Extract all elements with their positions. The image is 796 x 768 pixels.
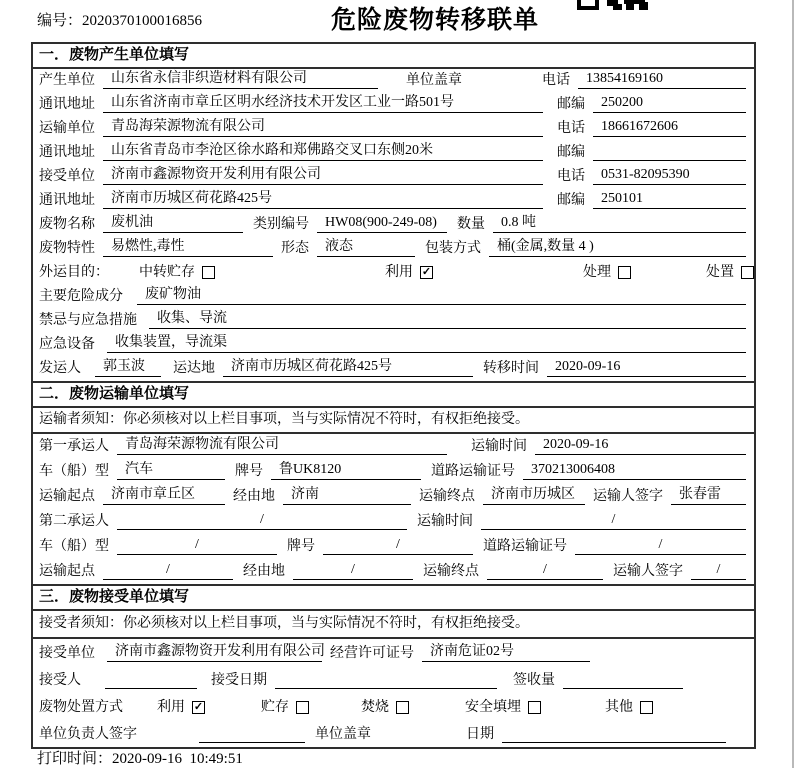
second-carrier-label: 第二承运人 [39,514,109,529]
form-row [33,237,754,261]
destination-value: 济南市历城区荷花路425号 [223,358,473,377]
checkbox-treat-group [583,264,631,281]
plate-label: 牌号 [235,464,263,479]
postcode-label: 邮编 [557,97,585,112]
qr-block [639,2,648,10]
form-row [33,357,754,381]
second-plate-value: / [323,536,473,555]
checkbox-other-label: 其他 [605,700,633,715]
checkbox-transit-storage-group [139,264,215,281]
unit-seal-label: 单位盖章 [406,73,462,88]
emergency-equipment-value: 收集装置，导流渠 [107,334,746,353]
checkbox-utilize-group [385,264,433,281]
transporter-sign-label: 运输人签字 [613,564,683,579]
vehicle-type-value: 汽车 [117,461,225,480]
form-label: 形态 [281,241,309,256]
category-code-label: 类别编号 [253,217,309,232]
origin-value: 济南市章丘区 [103,486,225,505]
hazard-component-label: 主要危险成分 [39,289,123,304]
checkbox-landfill-label: 安全填埋 [465,700,521,715]
checkbox-utilize: ✓ [193,701,204,713]
second-terminus-value: / [487,561,603,580]
via-label: 经由地 [243,564,285,579]
receiver-person-label: 接受人 [39,673,81,688]
transporter-sign-value: 张春雷 [671,486,746,505]
form-row [33,117,754,141]
form-row [33,434,754,459]
form-row [33,459,754,484]
origin-label: 运输起点 [39,564,95,579]
address-label: 通讯地址 [39,97,95,112]
form-row [33,93,754,117]
form-row [33,69,754,93]
form-row [33,666,754,693]
notice-text: 运输者须知：你必须核对以上栏目事项，当与实际情况不符时，有权拒绝接受。 [39,411,529,427]
waste-name-value: 废机油 [103,214,243,233]
address-label: 通讯地址 [39,193,95,208]
qr-block [577,0,599,10]
receive-date-value [275,687,497,689]
print-time-value: 2020-09-16 10:49:51 [112,751,243,767]
via-value: 济南 [283,486,411,505]
checkbox-transit-storage [202,266,215,279]
transfer-time-value: 2020-09-16 [547,358,746,377]
origin-label: 运输起点 [39,489,95,504]
form-row [33,559,754,584]
receiver-unit-label: 接受单位 [39,169,95,184]
responsible-sign-value [199,741,305,743]
second-origin-value: / [103,561,233,580]
checkbox-incinerate [396,701,409,714]
second-transporter-sign-value: / [691,561,746,580]
second-vehicle-type-value: / [117,536,277,555]
transporter-address-value: 山东省青岛市李沧区徐水路和郑佛路交叉口东侧20米 [103,142,543,161]
qr-code-fragment [577,0,650,10]
form-row [33,509,754,534]
terminus-label: 运输终点 [423,564,479,579]
first-carrier-value: 青岛海荣源物流有限公司 [117,436,447,455]
checkbox-storage [296,701,309,714]
section-2-header: 二．废物运输单位填写 [33,381,754,408]
form-row [33,189,754,213]
receiver-person-value [105,687,197,689]
checkbox-utilize-label: 利用 [385,265,413,280]
checkbox-dispose-label: 处置 [706,265,734,280]
second-carrier-value: / [117,511,407,530]
producer-phone-value: 13854169160 [578,70,746,89]
vehicle-type-label: 车（船）型 [39,464,109,479]
checkbox-transit-storage-label: 中转贮存 [139,265,195,280]
outbound-purpose-label: 外运目的： [39,265,109,280]
form-row [33,213,754,237]
packaging-label: 包装方式 [425,241,481,256]
doc-number-value: 2020370100016856 [82,13,203,29]
producer-postcode-value: 250200 [593,94,746,113]
transporter-sign-label: 运输人签字 [593,489,663,504]
producer-unit-value: 山东省永信非织造材料有限公司 [103,70,378,89]
road-permit-value: 370213006408 [523,461,746,480]
form-table [31,42,756,749]
emergency-measures-value: 收集、导流 [149,310,746,329]
waste-property-label: 废物特性 [39,241,95,256]
form-row [33,484,754,509]
transport-time-value: 2020-09-16 [535,436,746,455]
print-time-label: 打印时间： [37,751,113,767]
form-row [33,309,754,333]
notice-row [33,408,754,434]
page-edge-line [792,0,794,768]
plate-label: 牌号 [287,539,315,554]
section-1-header: 一．废物产生单位填写 [33,44,754,69]
packaging-value: 桶(金属,数量 4 ) [489,238,746,257]
checkbox-dispose [741,266,754,279]
license-value: 济南危证02号 [422,643,590,662]
form-row [33,693,754,720]
checkbox-landfill-group [465,699,541,716]
receiver-address-value: 济南市历城区荷花路425号 [103,190,543,209]
qr-block [626,4,634,10]
terminus-label: 运输终点 [419,489,475,504]
checkbox-storage-label: 贮存 [261,700,289,715]
quantity-label: 数量 [457,217,485,232]
transporter-unit-label: 运输单位 [39,121,95,136]
waste-name-label: 废物名称 [39,217,95,232]
checkbox-utilize-label: 利用 [157,700,185,715]
via-label: 经由地 [233,489,275,504]
form-row [33,639,754,666]
transport-time-label: 运输时间 [471,439,527,454]
phone-label: 电话 [557,121,585,136]
hazard-component-value: 废矿物油 [137,286,746,305]
checkbox-incinerate-group [361,699,409,716]
emergency-equipment-label: 应急设备 [39,337,95,352]
checkbox-incinerate-label: 焚烧 [361,700,389,715]
receiver-unit-label: 接受单位 [39,646,95,661]
print-time [37,747,243,768]
transporter-phone-value: 18661672606 [593,118,746,137]
first-carrier-label: 第一承运人 [39,439,109,454]
road-permit-label: 道路运输证号 [431,464,515,479]
doc-number-label: 编号： [37,13,83,29]
vehicle-type-label: 车（船）型 [39,539,109,554]
checkbox-other [640,701,653,714]
form-value: 液态 [317,238,415,257]
page-title: 危险废物转移联单 [331,7,540,34]
date-label: 日期 [466,727,494,742]
receiver-postcode-value: 250101 [593,190,746,209]
form-row [33,141,754,165]
section-3-header: 三．废物接受单位填写 [33,584,754,611]
date-value [502,741,726,743]
checkbox-landfill [528,701,541,714]
emergency-measures-label: 禁忌与应急措施 [39,313,137,328]
checkbox-utilize-group [157,699,205,716]
terminus-value: 济南市历城区 [483,486,585,505]
receiver-unit-value: 济南市鑫源物资开发利用有限公司 [103,166,543,185]
qr-block [613,4,622,10]
receive-date-label: 接受日期 [211,673,267,688]
phone-label: 电话 [557,169,585,184]
received-qty-value [563,687,683,689]
doc-number [37,9,202,30]
checkbox-dispose-group [706,264,754,281]
form-row [33,165,754,189]
checkbox-utilize: ✓ [421,266,432,278]
form-row [33,534,754,559]
receiver-phone-value: 0531-82095390 [593,166,746,185]
category-code-value: HW08(900-249-08) [317,214,447,233]
destination-label: 运达地 [173,361,215,376]
form-row [33,261,754,285]
transporter-postcode-value [593,159,746,161]
form-row [33,720,754,747]
phone-label: 电话 [542,73,570,88]
disposal-method-label: 废物处置方式 [39,700,123,715]
receiver-unit-value: 济南市鑫源物资开发利用有限公司 [107,643,322,662]
form-row [33,333,754,357]
producer-unit-label: 产生单位 [39,73,95,88]
transfer-time-label: 转移时间 [483,361,539,376]
address-label: 通讯地址 [39,145,95,160]
unit-seal-label: 单位盖章 [315,727,371,742]
form-row [33,285,754,309]
second-road-permit-value: / [575,536,746,555]
checkbox-treat-label: 处理 [583,265,611,280]
postcode-label: 邮编 [557,193,585,208]
second-transport-time-value: / [481,511,746,530]
shipper-label: 发运人 [39,361,81,376]
notice-text: 接受者须知：你必须核对以上栏目事项，当与实际情况不符时，有权拒绝接受。 [39,615,529,631]
waste-property-value: 易燃性,毒性 [103,238,273,257]
checkbox-storage-group [261,699,309,716]
notice-row [33,611,754,639]
checkbox-treat [618,266,631,279]
second-via-value: / [293,561,413,580]
road-permit-label: 道路运输证号 [483,539,567,554]
responsible-sign-label: 单位负责人签字 [39,727,137,742]
quantity-value: 0.8 吨 [493,214,746,233]
plate-value: 鲁UK8120 [271,461,421,480]
transporter-unit-value: 青岛海荣源物流有限公司 [103,118,543,137]
checkbox-other-group [605,699,653,716]
received-qty-label: 签收量 [513,673,555,688]
shipper-value: 郭玉波 [95,358,161,377]
producer-address-value: 山东省济南市章丘区明水经济技术开发区工业一路501号 [103,94,543,113]
license-label: 经营许可证号 [330,646,414,661]
transport-time-label: 运输时间 [417,514,473,529]
postcode-label: 邮编 [557,145,585,160]
